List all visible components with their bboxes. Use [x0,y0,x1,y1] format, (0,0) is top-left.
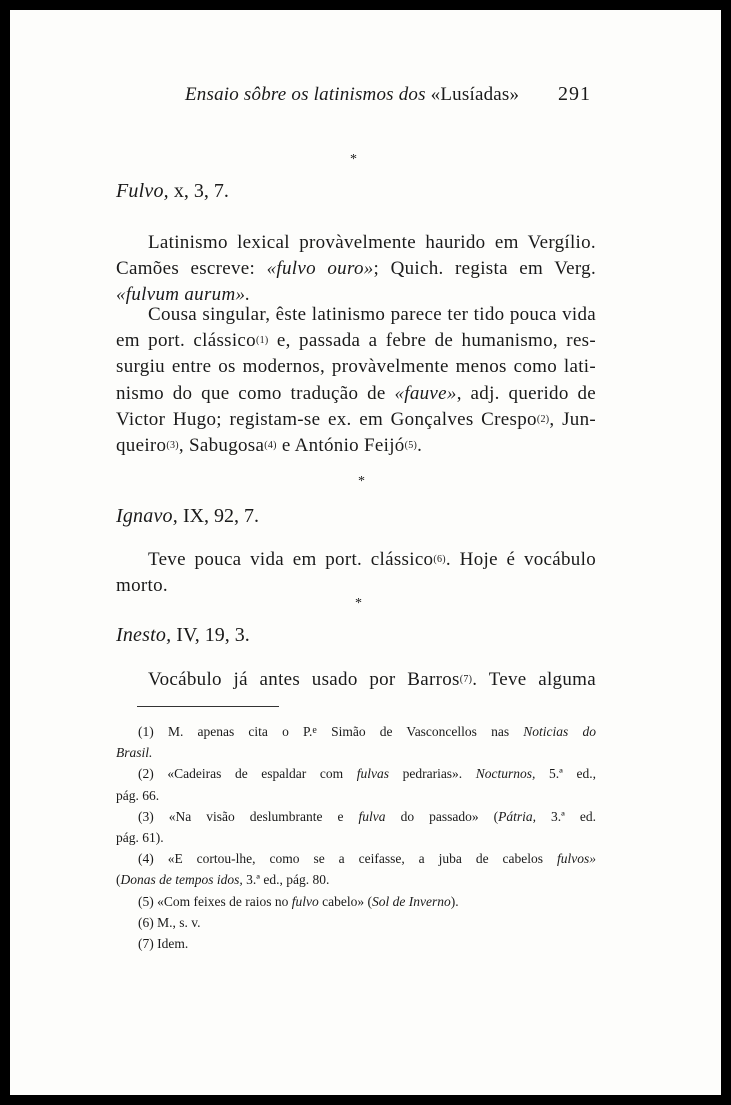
work-title: Noticias do [523,724,596,739]
entry-ref: IX, 92, 7. [177,505,260,527]
footnote-ref: (4) [264,439,277,451]
text-line [116,433,596,459]
paragraph-fulvo-2 [116,302,596,459]
text-span: . [417,434,423,456]
text-span: cabelo» ( [318,893,372,909]
text-span: «E cortou-lhe, como se a ceifasse, a juba de cabelos [153,851,557,867]
entry-ref: IV, 19, 3. [171,624,250,646]
cited-word: fulva [358,808,386,824]
text-span: M. apenas cita o P. [153,724,313,739]
superscript: e [312,725,317,736]
header-title-text: Ensaio sôbre os latinismos dos [185,84,431,105]
text-span: . Teve alguma [472,669,596,690]
text-span: Camões escreve: [116,258,267,280]
work-title: Nocturnos, [475,766,536,782]
text-line [116,256,596,282]
text-span: «Cadeiras de espaldar com [153,766,357,782]
paragraph-ignavo [116,547,596,599]
text-line: Cousa singular, êste latinismo parece ter tido pouca vida [148,304,596,325]
text-span: em port. clássico [116,330,256,352]
footnote-2 [116,763,596,784]
text-span: ( [116,872,121,888]
footnote-mark: (5) [138,893,154,909]
footnote-ref: (7) [459,674,473,685]
text-span: do passado» ( [385,808,499,824]
entry-heading-inesto [116,624,250,647]
text-span: e António Feijó [276,434,405,456]
footnote-2-cont: pág. 66. [116,787,160,803]
footnote-mark: (6) [138,914,154,930]
text-line [116,381,596,407]
footnote-ref: (2) [536,413,550,425]
text-span: Vocábulo já antes usado por Barros [148,669,460,690]
text-span: nismo do que como tradução de [116,382,395,404]
quoted-french: «fauve» [394,382,457,404]
text-line [116,407,596,433]
footnote-ref: (5) [404,439,418,451]
text-span: pedrarias». [388,766,476,782]
footnote-mark: (2) [138,766,154,782]
book-page [10,10,721,1095]
text-line [116,547,596,573]
text-span: , Sabugosa [178,434,265,456]
text-span: , Jun- [549,408,596,430]
text-span: queiro [116,434,167,456]
cited-word: fulvos» [557,851,596,867]
footnote-1 [116,721,596,742]
section-separator: * [355,596,362,611]
cited-word: fulvo [291,893,319,909]
text-span: «Na visão deslumbrante e [153,808,359,824]
header-title-quoted: «Lusíadas» [430,84,520,105]
text-span: ; Quich. regista em Verg. [373,258,596,280]
text-span: . Hoje é vocábulo [445,549,596,570]
text-span: 3.ª ed., pág. 80. [242,872,330,888]
footnote-4-cont [116,869,596,890]
text-span: , adj. querido de [456,382,596,404]
text-span: «Com feixes de raios no [153,893,292,909]
entry-word: Inesto, [116,624,172,646]
paragraph-fulvo-1 [116,230,596,309]
text-line: morto. [116,575,168,597]
footnote-3 [116,806,596,827]
quoted-latin: «fulvum aurum». [116,284,251,306]
footnote-mark: (1) [138,724,154,739]
footnote-rule [137,706,279,707]
entry-ref: x, 3, 7. [168,180,229,202]
paragraph-inesto [116,667,596,693]
text-span: M., s. v. [153,914,201,930]
footnote-ref: (3) [166,439,179,451]
text-line: Latinismo lexical provàvelmente haurido em Vergílio. [148,232,596,253]
footnote-1-cont [116,742,596,763]
footnotes [116,721,596,954]
text-span: Teve pouca vida em port. clássico [148,549,434,570]
text-line [116,667,596,693]
text-line: surgiu entre os modernos, provàvelmente menos como lati- [116,356,596,378]
footnote-3-cont: pág. 61). [116,829,164,845]
text-span: e, passada a febre de humanismo, res- [268,330,596,352]
entry-word: Ignavo, [116,505,178,527]
footnote-mark: (7) [138,935,154,951]
quoted-latinism: «fulvo ouro» [266,258,374,280]
footnote-mark: (4) [138,851,154,867]
text-line [116,328,596,354]
work-title: Donas de tempos idos, [120,872,243,888]
footnote-ref: (6) [433,554,446,565]
text-span: Idem. [153,935,189,951]
text-span: Simão de Vasconcellos nas [316,724,524,739]
cited-word: fulvas [356,766,389,782]
text-span: 3.ª ed. [535,808,596,824]
work-title: Pátria, [498,808,536,824]
footnote-6 [116,912,596,933]
entry-heading-fulvo [116,180,229,203]
text-span: Victor Hugo; registam-se ex. em Gonçalves Crespo [116,408,537,430]
section-separator: * [350,152,357,167]
section-separator: * [358,474,365,489]
footnote-5 [116,891,596,912]
text-span: 5.ª ed., [535,766,596,782]
entry-heading-ignavo [116,505,259,528]
footnote-mark: (3) [138,808,154,824]
footnote-ref: (1) [255,335,269,347]
running-header-title [185,84,519,106]
text-span: ). [450,893,459,909]
work-title: Brasil. [116,745,153,761]
footnote-4 [116,848,596,869]
page-number: 291 [558,83,591,105]
entry-word: Fulvo, [116,180,169,202]
work-title: Sol de Inverno [371,893,451,909]
footnote-7 [116,933,596,954]
